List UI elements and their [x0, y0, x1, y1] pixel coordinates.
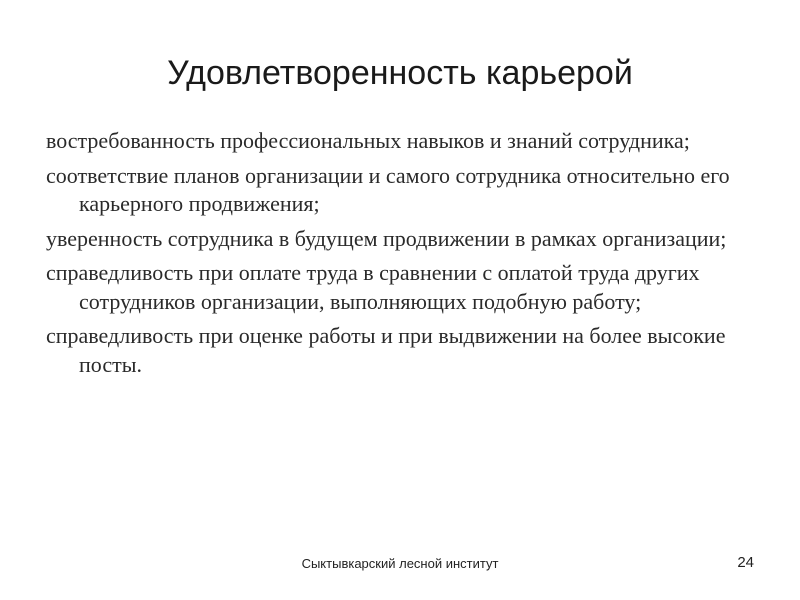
page-number: 24 — [737, 554, 754, 571]
list-item: справедливость при оценке работы и при выдвижении на более высокие посты. — [46, 323, 726, 377]
slide-title: Удовлетворенность карьерой — [167, 54, 633, 92]
list-item: востребованность профессиональных навыков и знаний сотрудника; — [46, 128, 690, 153]
footer-institution: Сыктывкарский лесной институт — [301, 556, 499, 571]
list-item: справедливость при оплате труда в сравнении с оплатой труда других сотрудников организации, выполняющих подобную работу; — [46, 260, 700, 314]
list-item: соответствие планов организации и самого сотрудника относительно его карьерного продвижения; — [46, 162, 730, 216]
bullet-list — [46, 127, 746, 385]
list-item: уверенность сотрудника в будущем продвижении в рамках организации; — [46, 225, 727, 251]
